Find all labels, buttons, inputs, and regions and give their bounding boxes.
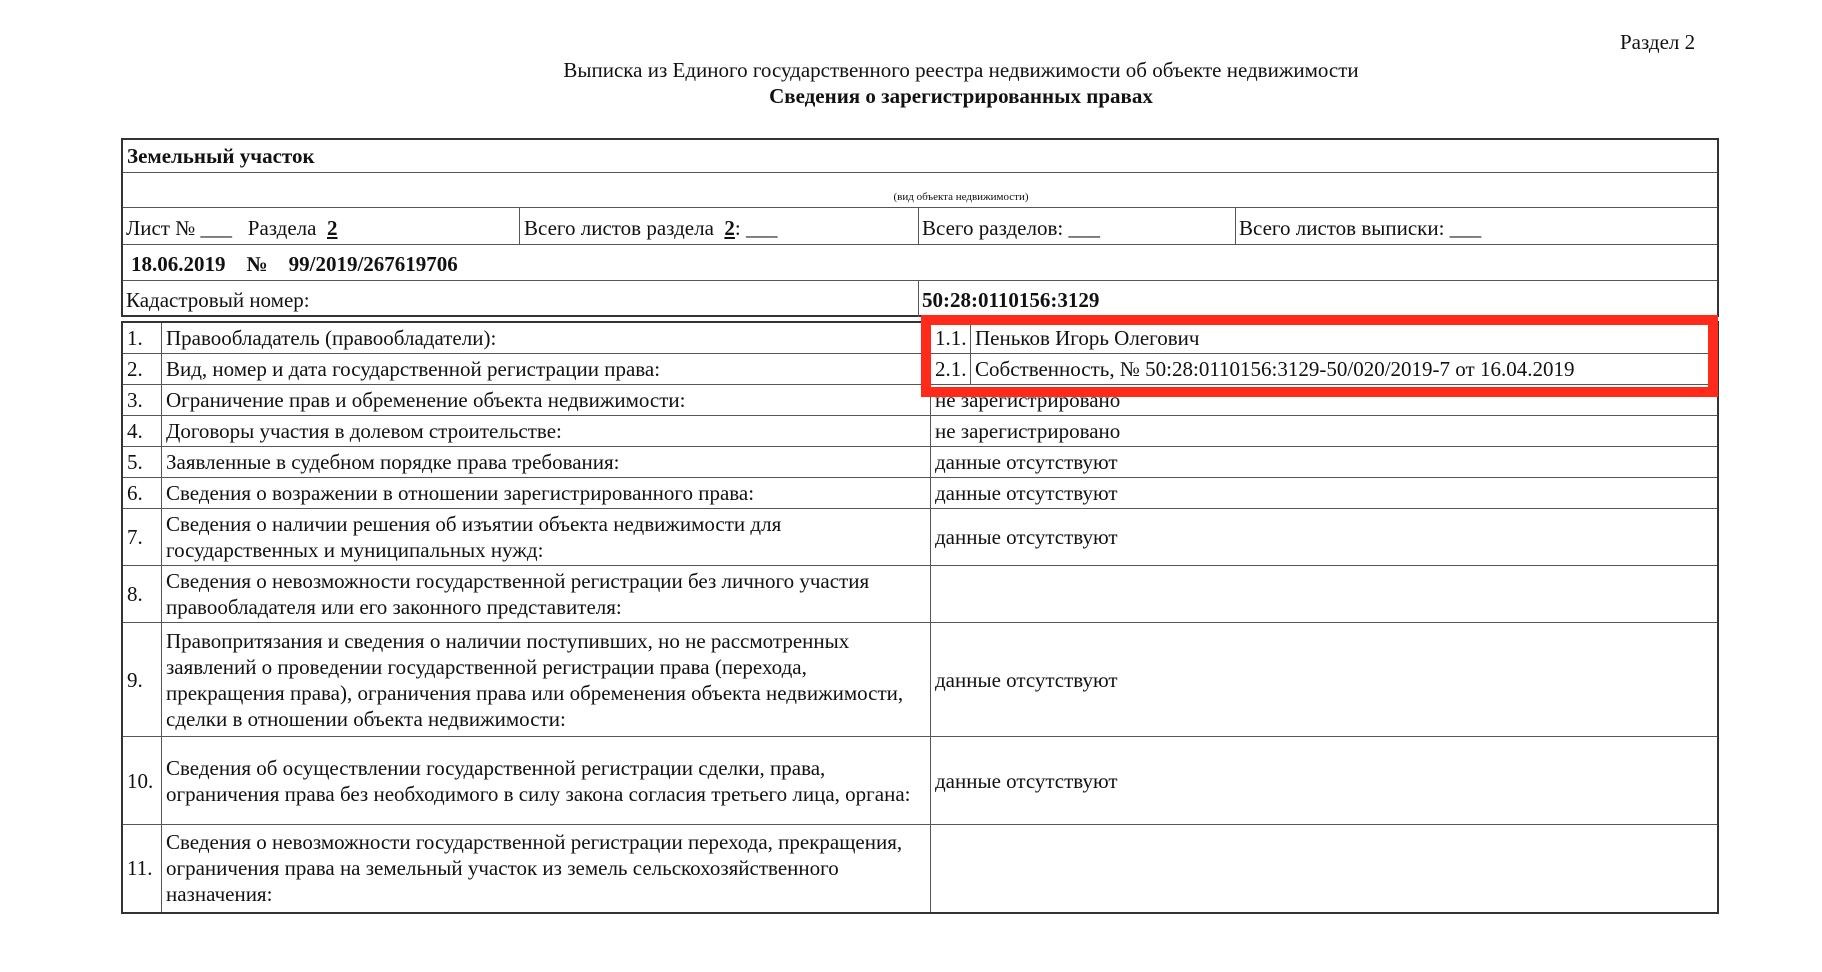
row-number: 3. bbox=[122, 385, 162, 416]
sub-number: 1.1. bbox=[931, 323, 971, 353]
extract-date: 18.06.2019 bbox=[131, 252, 226, 276]
divider bbox=[123, 244, 1717, 245]
row-value: данные отсутствуют bbox=[931, 478, 1719, 509]
row-number: 1. bbox=[122, 322, 162, 354]
extract-date-number bbox=[131, 252, 458, 276]
divider bbox=[123, 280, 1717, 281]
table-row bbox=[122, 566, 1718, 623]
number-sign: № bbox=[246, 252, 268, 276]
row-number: 11. bbox=[122, 825, 162, 913]
row-value: данные отсутствуют bbox=[931, 737, 1719, 825]
row-number: 5. bbox=[122, 447, 162, 478]
row-number: 8. bbox=[122, 566, 162, 623]
row-number: 4. bbox=[122, 416, 162, 447]
owner-name: Пеньков Игорь Олегович bbox=[975, 326, 1200, 350]
object-type-caption: (вид объекта недвижимости) bbox=[893, 191, 1029, 203]
divider bbox=[123, 172, 1717, 173]
rights-table bbox=[121, 321, 1719, 914]
row-label: Сведения о возражении в отношении зарегистрированного права: bbox=[162, 478, 931, 509]
total-sheets-extract: Всего листов выписки: ___ bbox=[1239, 216, 1482, 240]
row-label: Ограничение прав и обременение объекта недвижимости: bbox=[162, 385, 931, 416]
row-value: данные отсутствуют bbox=[931, 623, 1719, 737]
row-value bbox=[931, 566, 1719, 623]
divider bbox=[918, 280, 919, 317]
document-subtitle: Сведения о зарегистрированных правах bbox=[769, 84, 1153, 108]
row-value: не зарегистрировано bbox=[931, 385, 1719, 416]
cadastral-label: Кадастровый номер: bbox=[126, 288, 310, 312]
extract-number: 99/2019/267619706 bbox=[288, 252, 458, 276]
total-sheets-section-label: Всего листов раздела bbox=[524, 216, 714, 240]
highlight-box bbox=[921, 315, 1718, 397]
cadastral-number: 50:28:0110156:3129 bbox=[922, 288, 1100, 312]
row-label: Вид, номер и дата государственной регистрации права: bbox=[162, 354, 931, 385]
row-label: Сведения о невозможности государственной регистрации перехода, прекращения, ограничения права на земельный участок из земель сельскохозяйственного назначения: bbox=[162, 825, 931, 913]
total-sheets-section-tail: : ___ bbox=[734, 216, 778, 240]
table-row bbox=[122, 623, 1718, 737]
total-sheets-section bbox=[524, 216, 778, 240]
row-number: 10. bbox=[122, 737, 162, 825]
row-label: Договоры участия в долевом строительстве: bbox=[162, 416, 931, 447]
row-label: Сведения о наличии решения об изъятии объекта недвижимости для государственных и муниципальных нужд: bbox=[162, 509, 931, 566]
divider bbox=[123, 207, 1717, 208]
total-sections: Всего разделов: ___ bbox=[922, 216, 1100, 240]
sub-number: 2.1. bbox=[931, 354, 971, 384]
object-type: Земельный участок bbox=[127, 144, 315, 168]
table-row bbox=[122, 416, 1718, 447]
section-number: 2 bbox=[327, 216, 338, 240]
row-number: 6. bbox=[122, 478, 162, 509]
row-label: Сведения о невозможности государственной регистрации без личного участия правообладателя или его законного представителя: bbox=[162, 566, 931, 623]
sheet-no: Лист № ___ bbox=[126, 216, 233, 240]
row-label: Правопритязания и сведения о наличии поступивших, но не рассмотренных заявлений о проведении государственной регистрации права (перехода, прекращения права), ограничения права или обременения объекта недвижимости, сделки в отношении объекта недвижимости: bbox=[162, 623, 931, 737]
table-row bbox=[122, 509, 1718, 566]
table-row bbox=[122, 825, 1718, 913]
document-title: Выписка из Единого государственного реестра недвижимости об объекте недвижимости bbox=[563, 58, 1359, 82]
section-label: Раздел 2 bbox=[1620, 30, 1696, 54]
row-number: 2. bbox=[122, 354, 162, 385]
row-label: Заявленные в судебном порядке права требования: bbox=[162, 447, 931, 478]
row-value: не зарегистрировано bbox=[931, 416, 1719, 447]
row-number: 7. bbox=[122, 509, 162, 566]
divider bbox=[519, 207, 520, 244]
row-value: данные отсутствуют bbox=[931, 509, 1719, 566]
divider bbox=[918, 207, 919, 244]
registration-record: Собственность, № 50:28:0110156:3129-50/020/2019-7 от 16.04.2019 bbox=[975, 357, 1575, 381]
row-label: Сведения об осуществлении государственной регистрации сделки, права, ограничения права без необходимого в силу закона согласия третьего лица, органа: bbox=[162, 737, 931, 825]
table-row bbox=[122, 478, 1718, 509]
row-value: данные отсутствуют bbox=[931, 447, 1719, 478]
row-number: 9. bbox=[122, 623, 162, 737]
section-word: Раздела bbox=[247, 216, 317, 240]
divider bbox=[1235, 207, 1236, 244]
table-row bbox=[122, 447, 1718, 478]
sheet-number bbox=[126, 216, 338, 240]
row-value bbox=[931, 825, 1719, 913]
table-row bbox=[122, 737, 1718, 825]
total-sheets-section-value: 2 bbox=[724, 216, 735, 240]
row-label: Правообладатель (правообладатели): bbox=[162, 322, 931, 354]
